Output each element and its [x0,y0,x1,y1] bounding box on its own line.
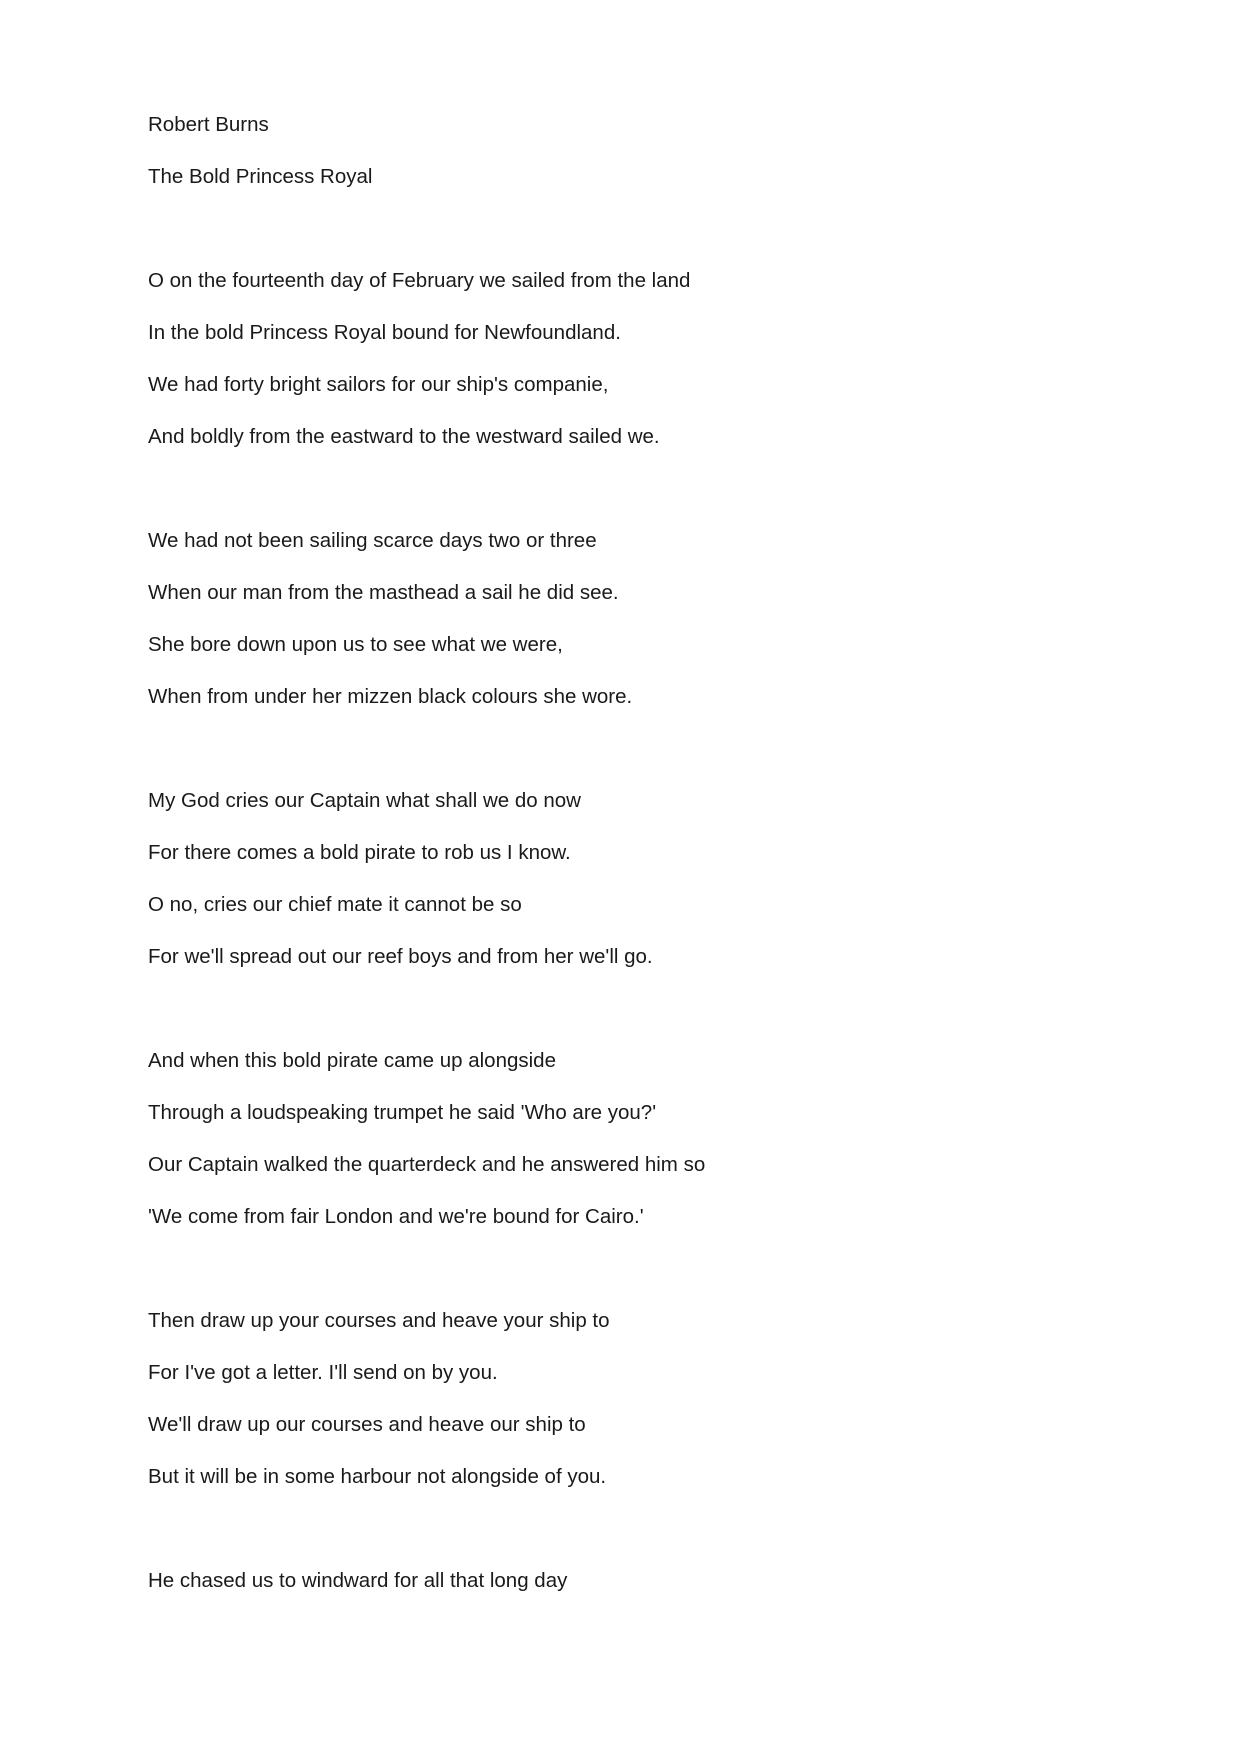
poem-line: Our Captain walked the quarterdeck and he answered him so [148,1153,706,1176]
poem-line: We had not been sailing scarce days two or three [148,529,597,552]
poem-line: For we'll spread out our reef boys and from her we'll go. [148,945,653,968]
poem-line: Through a loudspeaking trumpet he said 'Who are you?' [148,1101,657,1124]
poem-line: We'll draw up our courses and heave our ship to [148,1413,586,1436]
poem-line: But it will be in some harbour not alongside of you. [148,1465,607,1488]
poem-line: For there comes a bold pirate to rob us I know. [148,841,571,864]
poem-line: Then draw up your courses and heave your ship to [148,1309,610,1332]
poem-title: The Bold Princess Royal [148,165,373,188]
poem-line: When our man from the masthead a sail he did see. [148,581,619,604]
poem-line: O no, cries our chief mate it cannot be so [148,893,522,916]
poem-line: And when this bold pirate came up alongside [148,1049,556,1072]
poem-line: My God cries our Captain what shall we do now [148,789,581,812]
poem-line: For I've got a letter. I'll send on by you. [148,1361,498,1384]
poem-line: O on the fourteenth day of February we sailed from the land [148,269,691,292]
author-line: Robert Burns [148,113,269,136]
poem-line: He chased us to windward for all that long day [148,1569,568,1592]
poem-line: When from under her mizzen black colours she wore. [148,685,633,708]
poem-line: In the bold Princess Royal bound for Newfoundland. [148,321,621,344]
poem-line: 'We come from fair London and we're bound for Cairo.' [148,1205,644,1228]
poem-line: We had forty bright sailors for our ship's companie, [148,373,609,396]
poem-line: And boldly from the eastward to the westward sailed we. [148,425,660,448]
poem-line: She bore down upon us to see what we were, [148,633,563,656]
